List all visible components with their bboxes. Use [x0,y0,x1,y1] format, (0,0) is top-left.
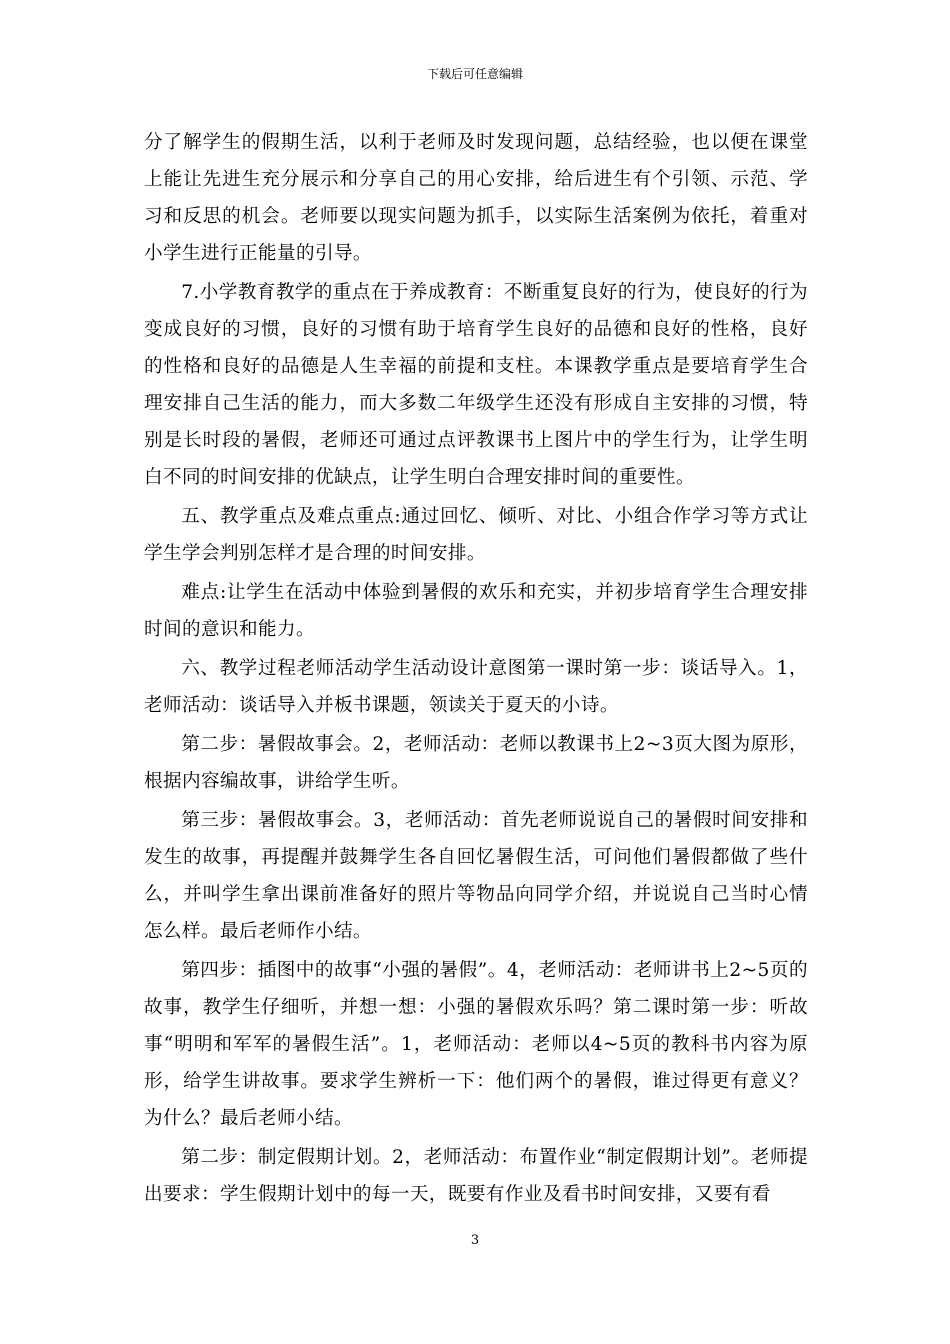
paragraph-4: 难点:让学生在活动中体验到暑假的欢乐和充实，并初步培育学生合理安排时间的意识和能力。 [144,582,808,640]
document-body [144,124,808,1213]
paragraph-5: 六、教学过程老师活动学生活动设计意图第一课时第一步：谈话导入。1，老师活动：谈话导入并板书课题，领读关于夏天的小诗。 [144,658,808,716]
paragraph-9: 第二步：制定假期计划。2，老师活动：布置作业“制定假期计划”。老师提出要求：学生假期计划中的每一天，既要有作业及看书时间安排，又要有看 [144,1147,808,1205]
paragraph-3: 五、教学重点及难点重点:通过回忆、倾听、对比、小组合作学习等方式让学生学会判别怎样才是合理的时间安排。 [144,506,808,564]
paragraph-1: 分了解学生的假期生活，以利于老师及时发现问题，总结经验，也以便在课堂上能让先进生充分展示和分享自己的用心安排，给后进生有个引领、示范、学习和反思的机会。老师要以现实问题为抓手，以实际生活案例为依托，着重对小学生进行正能量的引导。 [144,132,808,264]
paragraph-8: 第四步：插图中的故事“小强的暑假”。4，老师活动：老师讲书上2~5页的故事，教学生仔细听，并想一想：小强的暑假欢乐吗？第二课时第一步：听故事“明明和军军的暑假生活”。1，老师活动：老师以4~5页的教科书内容为原形，给学生讲故事。要求学生辨析一下：他们两个的暑假，谁过得更有意义？为什么？最后老师小结。 [144,960,808,1129]
paragraph-6: 第二步：暑假故事会。2，老师活动：老师以教课书上2~3页大图为原形，根据内容编故事，讲给学生听。 [144,734,808,792]
paragraph-2: 7.小学教育教学的重点在于养成教育：不断重复良好的行为，使良好的行为变成良好的习惯，良好的习惯有助于培育学生良好的品德和良好的性格，良好的性格和良好的品德是人生幸福的前提和支柱。本课教学重点是要培育学生合理安排自己生活的能力，而大多数二年级学生还没有形成自主安排的习惯，特别是长时段的暑假，老师还可通过点评教课书上图片中的学生行为，让学生明白不同的时间安排的优缺点，让学生明白合理安排时间的重要性。 [144,282,808,488]
page-number: 3 [470,1233,480,1248]
page-header: 下载后可任意编辑 [426,67,523,81]
paragraph-7: 第三步：暑假故事会。3，老师活动：首先老师说说自己的暑假时间安排和发生的故事，再提醒并鼓舞学生各自回忆暑假生活，可问他们暑假都做了些什么，并叫学生拿出课前准备好的照片等物品向同学介绍，并说说自己当时心情怎么样。最后老师作小结。 [144,810,808,942]
